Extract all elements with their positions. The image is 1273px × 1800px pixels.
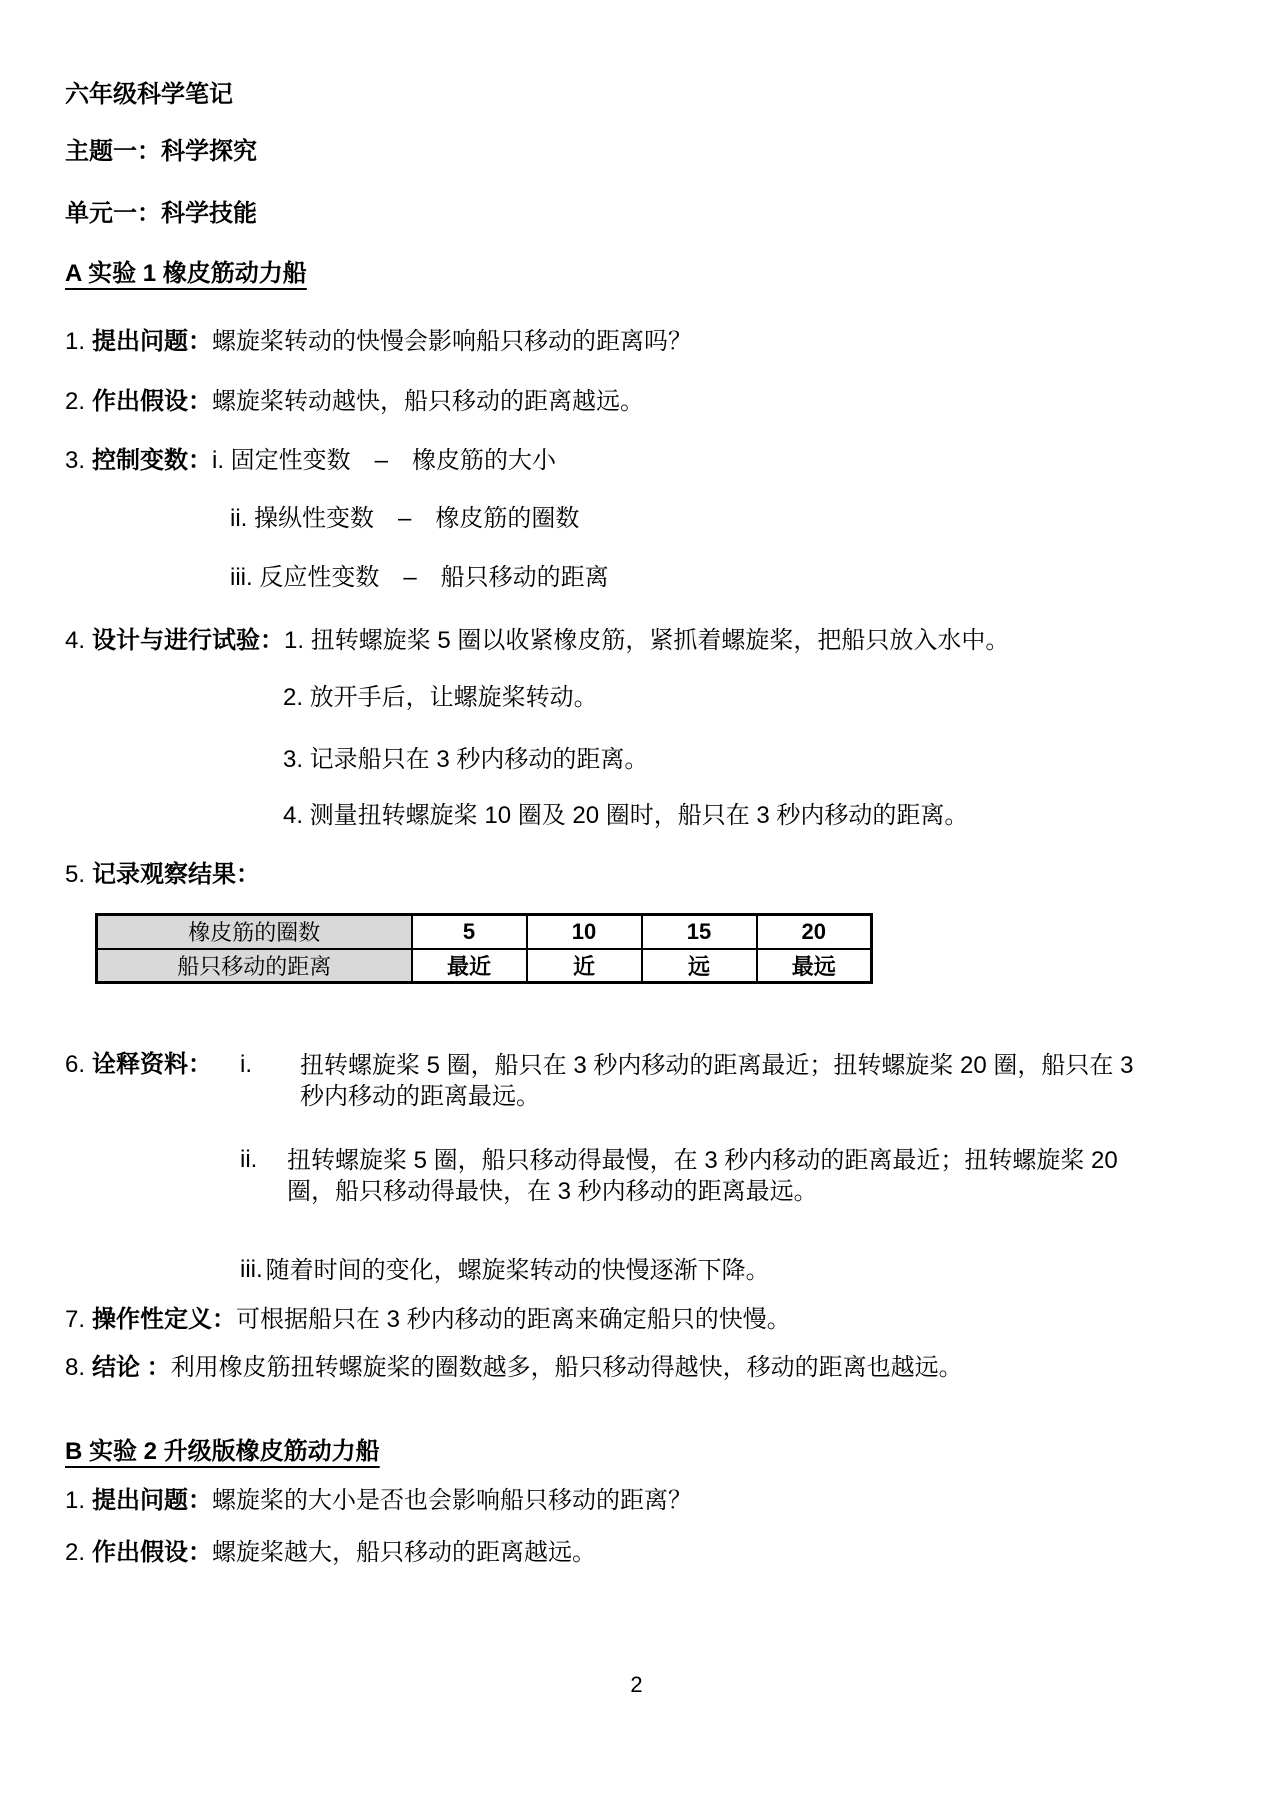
item-label: 作出假设：	[92, 1539, 213, 1566]
item-number: 2.	[65, 1539, 86, 1566]
interpretation-marker: iii.	[240, 1256, 263, 1283]
theme-heading: 主题一：科学探究	[65, 138, 257, 165]
table-value-cell: 最近	[412, 949, 527, 983]
item-a4-procedure	[65, 626, 1009, 656]
item-b2-hypothesis	[65, 1538, 596, 1568]
interpretation-iii	[240, 1255, 770, 1286]
table-value-cell: 远	[642, 949, 757, 983]
item-text: 利用橡皮筋扭转螺旋桨的圈数越多，船只移动得越快，移动的距离也越远。	[170, 1354, 963, 1381]
item-a8-conclusion	[65, 1353, 963, 1383]
doc-title: 六年级科学笔记	[65, 81, 233, 108]
item-text: 螺旋桨的大小是否也会影响船只移动的距离？	[212, 1487, 693, 1514]
interpretation-text: 扭转螺旋桨 5 圈，船只移动得最慢，在 3 秒内移动的距离最近；扭转螺旋桨 20 圈，船只移动得最快，在 3 秒内移动的距离最远。	[287, 1147, 1125, 1205]
interpretation-marker: ii.	[240, 1146, 258, 1173]
item-a2-hypothesis	[65, 387, 644, 417]
item-number: 3.	[65, 447, 86, 474]
table-value-cell: 最远	[757, 949, 872, 983]
table-value-cell: 10	[527, 915, 642, 949]
item-a3-variables	[65, 446, 556, 476]
item-text: 1. 扭转螺旋桨 5 圈以收紧橡皮筋，紧抓着螺旋桨，把船只放入水中。	[284, 627, 1010, 654]
page-number: 2	[630, 1672, 643, 1697]
item-label: 操作性定义：	[92, 1306, 237, 1333]
interpretation-ii	[240, 1145, 1147, 1207]
item-number: 1.	[65, 328, 86, 355]
item-number: 7.	[65, 1306, 86, 1333]
item-number: 4.	[65, 627, 86, 654]
item-number: 1.	[65, 1487, 86, 1514]
experiment-a-heading: A 实验 1 橡皮筋动力船	[65, 260, 307, 287]
table-value-cell: 15	[642, 915, 757, 949]
item-a1-question	[65, 327, 692, 357]
variables-sub-iii: iii. 反应性变数 – 船只移动的距离	[230, 564, 609, 591]
item-number: 2.	[65, 388, 86, 415]
item-text: 螺旋桨转动越快，船只移动的距离越远。	[212, 388, 645, 415]
table-value-cell: 近	[527, 949, 642, 983]
item-a7-operational-definition	[65, 1305, 791, 1335]
table-value-cell: 5	[412, 915, 527, 949]
item-number: 8.	[65, 1354, 86, 1381]
item-label: 结论 ：	[92, 1354, 171, 1381]
item-label: 记录观察结果：	[92, 861, 261, 888]
interpretation-marker: i.	[240, 1051, 252, 1078]
procedure-step-4: 4. 测量扭转螺旋桨 10 圈及 20 圈时，船只在 3 秒内移动的距离。	[283, 802, 969, 829]
item-label: 作出假设：	[92, 388, 213, 415]
item-b1-question	[65, 1486, 692, 1516]
table-header-cell: 船只移动的距离	[97, 949, 412, 983]
item-text: 可根据船只在 3 秒内移动的距离来确定船只的快慢。	[236, 1306, 791, 1333]
table-row-turns	[97, 915, 872, 949]
unit-heading: 单元一：科学技能	[65, 200, 257, 227]
procedure-step-3: 3. 记录船只在 3 秒内移动的距离。	[283, 746, 649, 773]
experiment-b-heading: B 实验 2 升级版橡皮筋动力船	[65, 1438, 380, 1465]
item-text: 螺旋桨转动的快慢会影响船只移动的距离吗？	[212, 328, 693, 355]
item-text: 螺旋桨越大，船只移动的距离越远。	[212, 1539, 597, 1566]
table-value-cell: 20	[757, 915, 872, 949]
item-label: 设计与进行试验：	[92, 627, 285, 654]
item-a6-interpretation-label	[65, 1050, 212, 1080]
item-number: 6.	[65, 1051, 86, 1078]
table-row-distance	[97, 949, 872, 983]
interpretation-text: 随着时间的变化，螺旋桨转动的快慢逐渐下降。	[265, 1257, 770, 1284]
item-number: 5.	[65, 861, 86, 888]
procedure-step-2: 2. 放开手后，让螺旋桨转动。	[283, 684, 598, 711]
table-header-cell: 橡皮筋的圈数	[97, 915, 412, 949]
item-label: 提出问题：	[92, 328, 213, 355]
item-label: 诠释资料：	[92, 1051, 213, 1078]
item-label: 控制变数：	[92, 447, 213, 474]
results-table	[95, 913, 873, 984]
item-a5-results-label	[65, 860, 260, 890]
interpretation-text: 扭转螺旋桨 5 圈，船只在 3 秒内移动的距离最近；扭转螺旋桨 20 圈，船只在 3 秒内移动的距离最远。	[300, 1052, 1141, 1110]
variables-sub-ii: ii. 操纵性变数 – 橡皮筋的圈数	[230, 505, 580, 532]
item-label: 提出问题：	[92, 1487, 213, 1514]
interpretation-i	[240, 1050, 1160, 1112]
item-text: i. 固定性变数 – 橡皮筋的大小	[212, 447, 557, 474]
